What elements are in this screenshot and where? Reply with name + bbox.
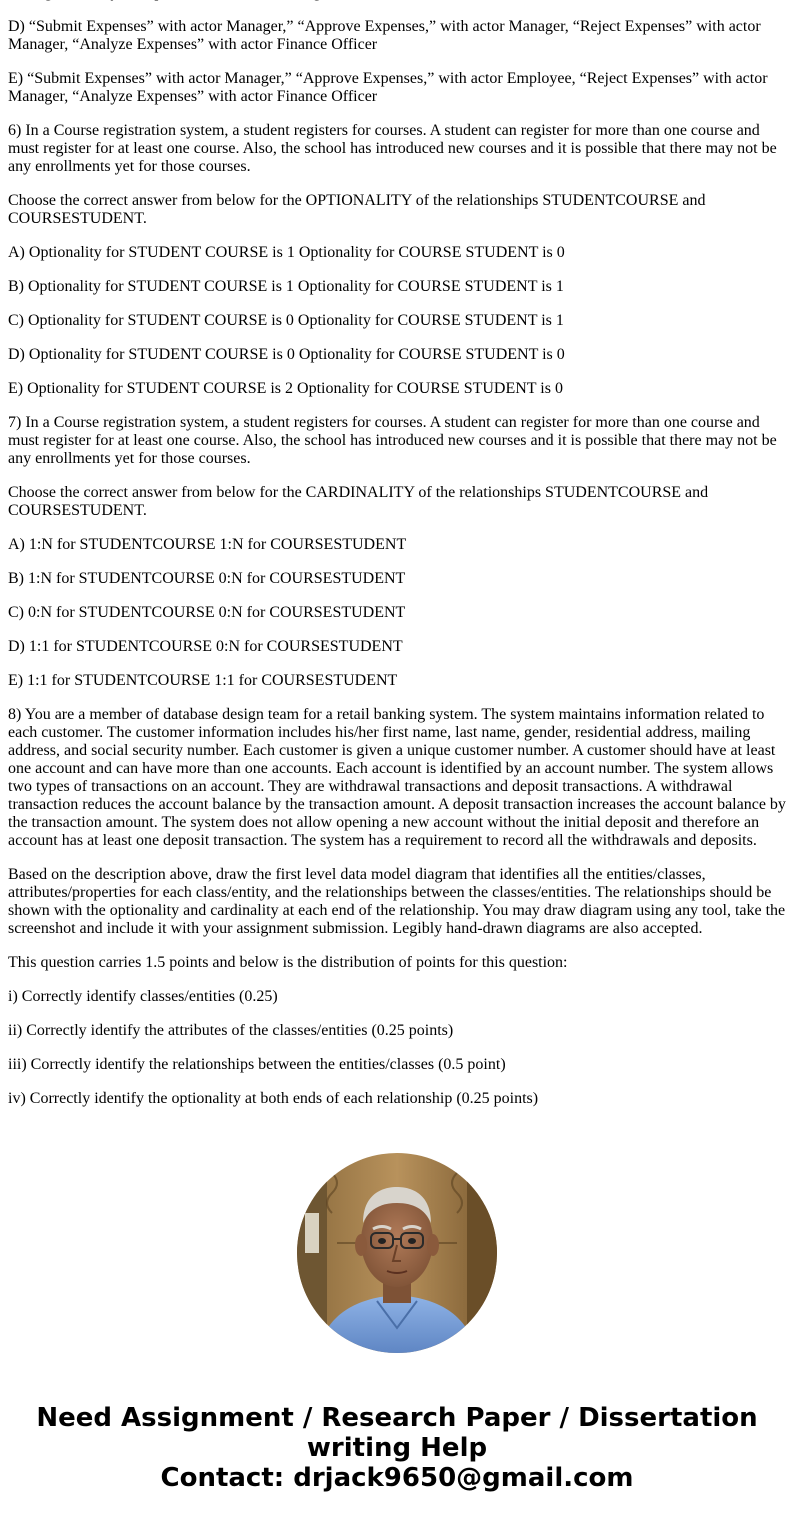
question-7-option-c: C) 0:N for STUDENTCOURSE 0:N for COURSESTUDENT (8, 604, 406, 621)
paragraph-answer-e: E) “Submit Expenses” with actor Manager,” “Approve Expenses,” with actor Employee, “Reject Expenses” with actor Manager, “Analyze Expenses” with actor Finance Officer (8, 70, 768, 105)
points-item-i: i) Correctly identify classes/entities (0.25) (8, 988, 278, 1005)
promo-banner (0, 1403, 794, 1493)
question-7-option-e: E) 1:1 for STUDENTCOURSE 1:1 for COURSESTUDENT (8, 672, 398, 689)
question-7-option-d: D) 1:1 for STUDENTCOURSE 0:N for COURSESTUDENT (8, 638, 403, 655)
author-avatar (297, 1153, 497, 1353)
question-6: 6) In a Course registration system, a student registers for courses. A student can register for more than one course and must register for at least one course. Also, the school has introduced new courses and it is possible that there may not be any enrollments yet for those courses. (8, 122, 777, 175)
document-body (8, 0, 786, 1124)
question-8: 8) You are a member of database design team for a retail banking system. The system maintains information related to each customer. The customer information includes his/her first name, last name, gender, residential address, mailing address, and social security number. Each customer is given a unique customer number. A customer should have at least one account and can have more than one accounts. Each account is identified by an account number. The system allows two types of transactions on an account. They are withdrawal transactions and deposit transactions. A withdrawal transaction reduces the account balance by the transaction amount. A deposit transaction increases the account balance by the transaction amount. The system does not allow opening a new account without the initial deposit and therefore an account has at least one deposit transaction. The system has a requirement to record all the withdrawals and deposits. (8, 706, 786, 849)
author-portrait-photo (297, 1153, 497, 1353)
question-8-instructions: Based on the description above, draw the first level data model diagram that identifies all the entities/classes, attributes/properties for each class/entity, and the relationships between the classes/entities. The relationships should be shown with the optionality and cardinality at each end of the relationship. You may draw diagram using any tool, take the screenshot and include it with your assignment submission. Legibly hand-drawn diagrams are also accepted. (8, 866, 786, 937)
question-7-option-a: A) 1:N for STUDENTCOURSE 1:N for COURSESTUDENT (8, 536, 407, 553)
question-6-prompt: Choose the correct answer from below for the OPTIONALITY of the relationships STUDENTCOURSE and COURSESTUDENT. (8, 192, 706, 227)
question-7: 7) In a Course registration system, a student registers for courses. A student can register for more than one course and must register for at least one course. Also, the school has introduced new courses and it is possible that there may not be any enrollments yet for those courses. (8, 414, 777, 467)
question-7-prompt: Choose the correct answer from below for the CARDINALITY of the relationships STUDENTCOURSE and COURSESTUDENT. (8, 484, 709, 519)
paragraph-answer-d: D) “Submit Expenses” with actor Manager,” “Approve Expenses,” with actor Manager, “Reject Expenses” with actor Manager, “Analyze Expenses” with actor Finance Officer (8, 18, 761, 53)
promo-headline: Need Assignment / Research Paper / Dissertation writing Help (36, 1403, 758, 1463)
paragraph-truncated-answer-c (8, 0, 786, 2)
question-6-option-d: D) Optionality for STUDENT COURSE is 0 Optionality for COURSE STUDENT is 0 (8, 346, 565, 363)
question-6-option-a: A) Optionality for STUDENT COURSE is 1 Optionality for COURSE STUDENT is 0 (8, 244, 565, 261)
question-6-option-c: C) Optionality for STUDENT COURSE is 0 Optionality for COURSE STUDENT is 1 (8, 312, 564, 329)
points-item-iv: iv) Correctly identify the optionality at both ends of each relationship (0.25 points) (8, 1090, 539, 1107)
points-distribution-intro: This question carries 1.5 points and below is the distribution of points for this question: (8, 954, 568, 971)
points-item-iii: iii) Correctly identify the relationships between the entities/classes (0.5 point) (8, 1056, 506, 1073)
question-6-option-b: B) Optionality for STUDENT COURSE is 1 Optionality for COURSE STUDENT is 1 (8, 278, 564, 295)
question-6-option-e: E) Optionality for STUDENT COURSE is 2 Optionality for COURSE STUDENT is 0 (8, 380, 563, 397)
points-item-ii: ii) Correctly identify the attributes of the classes/entities (0.25 points) (8, 1022, 454, 1039)
promo-contact: Contact: drjack9650@gmail.com (160, 1463, 634, 1493)
question-7-option-b: B) 1:N for STUDENTCOURSE 0:N for COURSESTUDENT (8, 570, 406, 587)
